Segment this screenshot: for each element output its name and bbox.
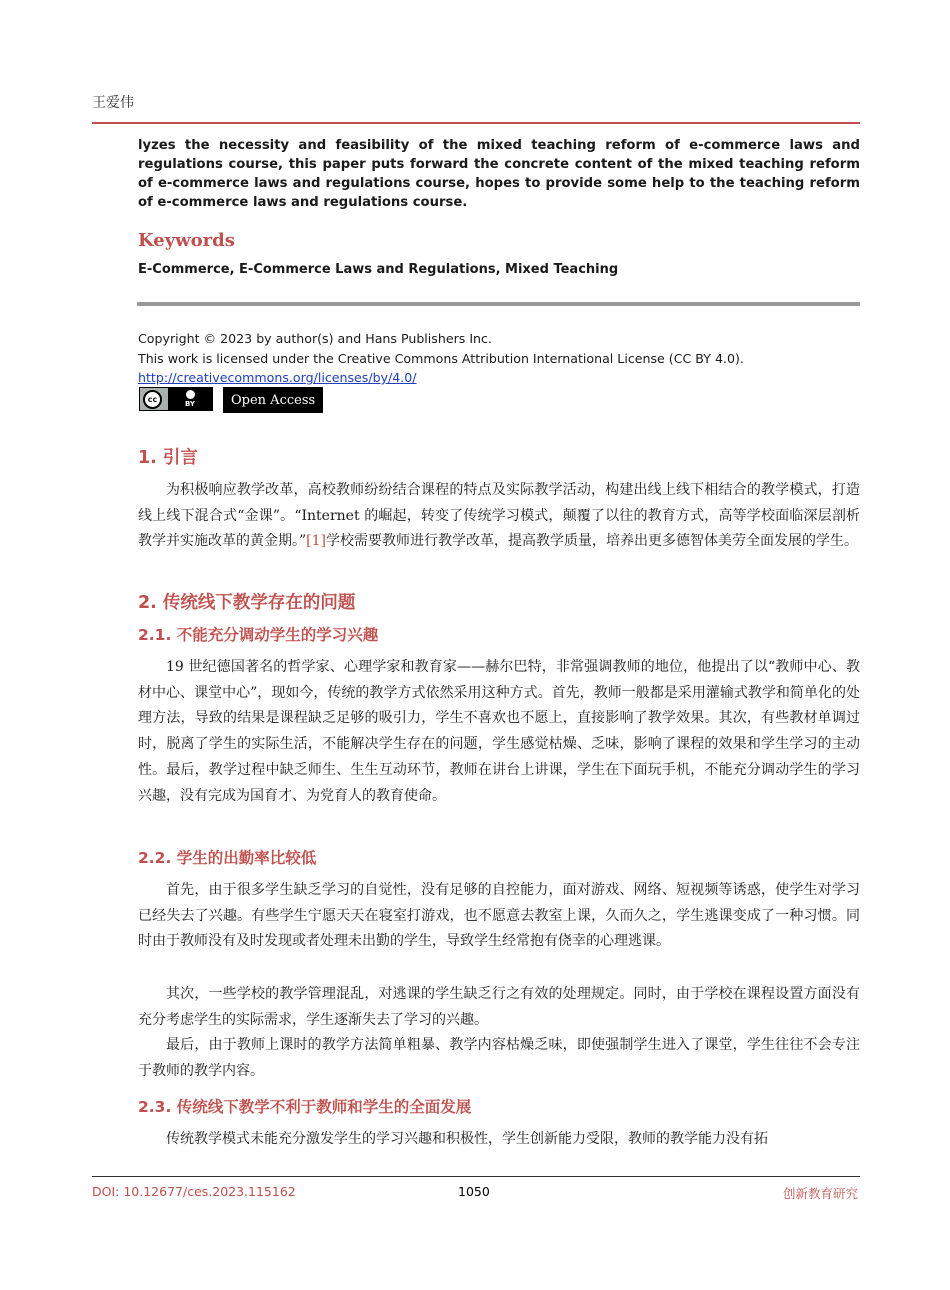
cc-icon: cc xyxy=(143,390,162,409)
footer-doi: DOI: 10.12677/ces.2023.115162 xyxy=(92,1184,296,1199)
cc-by-badge[interactable] xyxy=(139,387,213,411)
journal-name: 创新教育研究 xyxy=(782,1186,858,1201)
page-number: 1050 xyxy=(458,1184,490,1199)
section-1-text-b: 学校需要教师进行教学改革，提高教学质量，培养出更多德智体美劳全面发展的学生。 xyxy=(326,533,859,550)
copyright-block xyxy=(138,329,744,388)
section-1-paragraph xyxy=(138,478,860,555)
person-icon xyxy=(186,390,195,399)
footer-rule xyxy=(92,1176,860,1177)
by-icon xyxy=(168,388,212,410)
keywords-heading: Keywords xyxy=(138,230,235,251)
header-rule xyxy=(92,122,860,124)
section-2-3-title: 2.3. 传统线下教学不利于教师和学生的全面发展 xyxy=(138,1098,472,1116)
license-line: This work is licensed under the Creative Commons Attribution International License (CC BY 4.0). xyxy=(138,350,744,366)
section-2-2-paragraph-3: 最后，由于教师上课时的教学方法简单粗暴、教学内容枯燥乏味，即使强制学生进入了课堂，学生往往不会专注于教师的教学内容。 xyxy=(138,1037,860,1079)
section-1-title: 1. 引言 xyxy=(138,448,198,468)
section-1-text-a: 为积极响应教学改革，高校教师纷纷结合课程的特点及实际教学活动，构建出线上线下相结合的教学模式，打造线上线下混合式“金课”。“Internet 的崛起，转变了传统学习模式，颠覆了以往的教育方式，高等学校面临深层剖析教学并实施改革的黄金期。” xyxy=(138,482,860,550)
license-badges xyxy=(139,387,323,413)
copyright-line: Copyright © 2023 by author(s) and Hans Publishers Inc. xyxy=(138,331,492,346)
by-label: BY xyxy=(184,400,196,408)
section-2-2-paragraph-2: 其次，一些学校的教学管理混乱，对逃课的学生缺乏行之有效的处理规定。同时，由于学校在课程设置方面没有充分考虑学生的实际需求，学生逐渐失去了学习的兴趣。 xyxy=(138,986,860,1028)
license-link[interactable]: http://creativecommons.org/licenses/by/4.0/ xyxy=(138,370,417,385)
section-2-2-paragraph-1: 首先，由于很多学生缺乏学习的自觉性，没有足够的自控能力，面对游戏、网络、短视频等诱惑，使学生对学习已经失去了兴趣。有些学生宁愿天天在寝室打游戏，也不愿意去教室上课，久而久之，学生逃课变成了一种习惯。同时由于教师没有及时发现或者处理未出勤的学生，导致学生经常抱有侥幸的心理逃课。 xyxy=(138,882,860,950)
running-header-author: 王爱伟 xyxy=(92,95,134,111)
section-2-2-title: 2.2. 学生的出勤率比较低 xyxy=(138,849,317,867)
section-divider xyxy=(137,302,860,306)
section-2-1-paragraph: 19 世纪德国著名的哲学家、心理学家和教育家——赫尔巴特，非常强调教师的地位，他提出了以“教师中心、教材中心、课堂中心”，现如今，传统的教学方式依然采用这种方式。首先，教师一般都是采用灌输式教学和简单化的处理方法，导致的结果是课程缺乏足够的吸引力，学生不喜欢也不愿上，直接影响了教学效果。其次，有些教材单调过时，脱离了学生的实际生活，不能解决学生存在的问题，学生感觉枯燥、乏味，影响了课程的效果和学生学习的主动性。最后，教学过程中缺乏师生、生生互动环节，教师在讲台上讲课，学生在下面玩手机，不能充分调动学生的学习兴趣，没有完成为国育才、为党育人的教育使命。 xyxy=(138,659,860,804)
section-2-3-paragraph: 传统教学模式未能充分激发学生的学习兴趣和积极性，学生创新能力受限，教师的教学能力没有拓 xyxy=(166,1131,768,1147)
abstract-text: lyzes the necessity and feasibility of the mixed teaching reform of e-commerce laws and regulations course, this paper puts forward the concrete content of the mixed teaching reform of e-commerce laws and regulations course, hopes to provide some help to the teaching reform of e-commerce laws and regulations course. xyxy=(138,138,860,210)
section-2-title: 2. 传统线下教学存在的问题 xyxy=(138,593,356,613)
section-2-1-title: 2.1. 不能充分调动学生的学习兴趣 xyxy=(138,626,379,644)
open-access-badge[interactable]: Open Access xyxy=(223,387,323,413)
citation-link[interactable]: [1] xyxy=(306,533,327,550)
keywords-text: E-Commerce, E-Commerce Laws and Regulations, Mixed Teaching xyxy=(138,262,619,277)
